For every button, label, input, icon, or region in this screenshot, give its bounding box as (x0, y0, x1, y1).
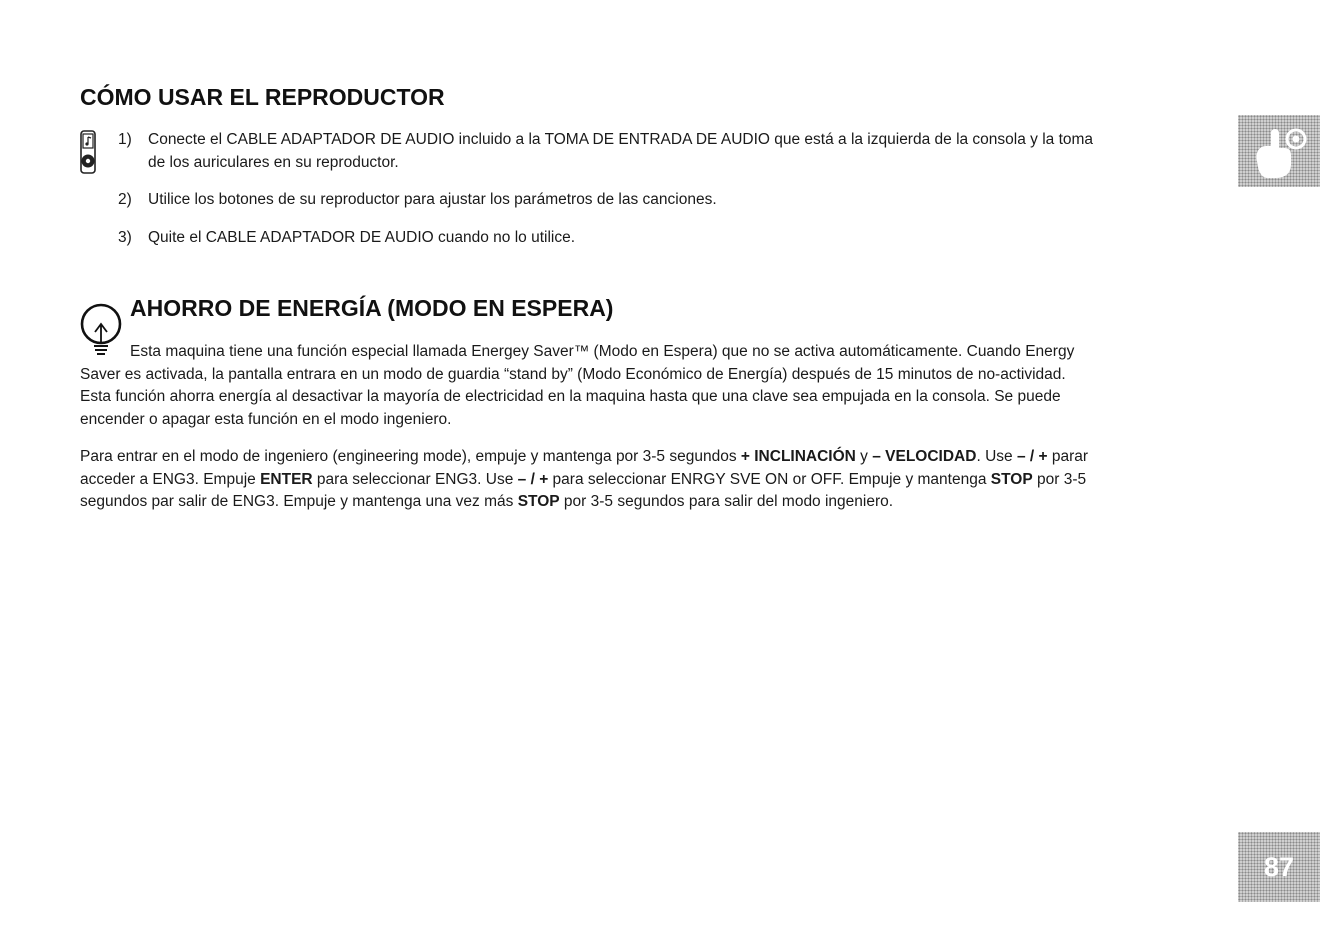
paragraph-text: por 3-5 segundos par salir de ENG3. Empuje y mantenga una vez más (80, 470, 1087, 510)
paragraph-text: para seleccionar ENG3. Use (312, 470, 518, 488)
step-number: 2) (118, 191, 132, 208)
paragraph-text: Para entrar en el modo de ingeniero (engineering mode), empuje y mantenga por 3-5 segundos (80, 448, 741, 465)
step-number: 1) (118, 131, 132, 148)
section-title-player: CÓMO USAR EL REPRODUCTOR (80, 84, 445, 110)
key-name: STOP (517, 493, 560, 510)
energy-saver-description (80, 341, 1090, 431)
page-number-tab (1238, 832, 1320, 902)
paragraph-text: Esta maquina tiene una función especial llamada Energey Saver™ (Modo en Espera) que no se activa automáticamente. Cuando Energy Saver es activada, la pantalla entrara en un modo de guardia “stand by” (Modo Económico de Energía) después de 15 minutos de no-actividad. Esta función ahorra energía al desactivar la mayoría de electricidad en la maquina hasta que una clave sea empujada en la consola. Se puede encender o apagar esta función en el modo ingeniero. (80, 343, 1075, 428)
paragraph-text: por 3-5 segundos para salir del modo ingeniero. (559, 493, 894, 510)
page-number: 87 (1263, 851, 1295, 882)
key-name: – / + (1016, 448, 1048, 465)
key-name: STOP (990, 470, 1033, 488)
key-name: ENTER (260, 470, 313, 488)
step-text: Quite el CABLE ADAPTADOR DE AUDIO cuando no lo utilice. (148, 229, 576, 246)
paragraph-text: para seleccionar ENRGY SVE ON or OFF. Empuje y mantenga (548, 470, 991, 488)
step-text: Conecte el CABLE ADAPTADOR DE AUDIO incluido a la TOMA DE ENTRADA DE AUDIO que está a la izquierda de la consola y la toma de los auriculares en su reproductor. (148, 131, 1094, 171)
paragraph-text: y (855, 448, 873, 465)
hand-pointer-icon (1248, 121, 1312, 181)
key-name: – / + (517, 470, 549, 488)
key-name: – VELOCIDAD (872, 448, 977, 465)
section-title-energy: AHORRO DE ENERGÍA (MODO EN ESPERA) (130, 295, 614, 321)
engineering-mode-instructions (80, 446, 1120, 514)
paragraph-text: parar acceder a ENG3. Empuje (80, 448, 1089, 488)
side-tab (1238, 115, 1320, 187)
music-player-icon (80, 130, 96, 174)
step-number: 3) (118, 229, 132, 246)
step-text: Utilice los botones de su reproductor para ajustar los parámetros de las canciones. (148, 191, 717, 208)
key-name: + INCLINACIÓN (740, 448, 856, 465)
paragraph-text: . Use (976, 448, 1017, 465)
